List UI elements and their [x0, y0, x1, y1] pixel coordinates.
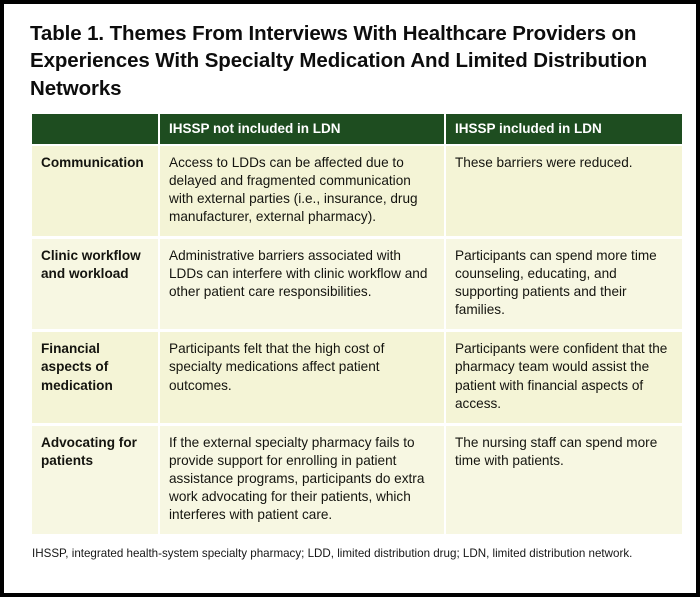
cell-not-included: If the external specialty pharmacy fails to provide support for enrolling in patient assistance programs, participants do extra work advocating for their patients, which interferes with patient care. — [160, 426, 444, 534]
cell-included: Participants were confident that the pharmacy team would assist the patient with financial aspects of access. — [446, 332, 682, 422]
cell-not-included: Administrative barriers associated with LDDs can interfere with clinic workflow and other patient care responsibilities. — [160, 239, 444, 329]
column-header-not-included: IHSSP not included in LDN — [160, 114, 444, 144]
table-row — [32, 146, 682, 236]
cell-included: Participants can spend more time counseling, educating, and supporting patients and their families. — [446, 239, 682, 329]
column-header-included: IHSSP included in LDN — [446, 114, 682, 144]
table-header — [32, 114, 682, 144]
table-row — [32, 239, 682, 329]
theme-label: Advocating for patients — [32, 426, 158, 534]
cell-not-included: Participants felt that the high cost of specialty medications affect patient outcomes. — [160, 332, 444, 422]
page-title: Table 1. Themes From Interviews With Healthcare Providers on Experiences With Specialty Medication And Limited Distribution Networks — [30, 22, 648, 100]
theme-label: Clinic workflow and workload — [32, 239, 158, 329]
figure-content — [4, 4, 696, 593]
theme-label: Financial aspects of medication — [32, 332, 158, 422]
header-row — [32, 114, 682, 144]
table-body — [32, 144, 682, 534]
cell-not-included: Access to LDDs can be affected due to delayed and fragmented communication with external parties (i.e., insurance, drug manufacturer, external pharmacy). — [160, 146, 444, 236]
column-header-theme — [32, 114, 158, 144]
table-row — [32, 426, 682, 534]
cell-included: The nursing staff can spend more time with patients. — [446, 426, 682, 534]
theme-label: Communication — [32, 146, 158, 236]
themes-table — [30, 114, 684, 534]
table-footnote: IHSSP, integrated health-system specialty pharmacy; LDD, limited distribution drug; LDN, limited distribution network. — [32, 547, 633, 561]
table-row — [32, 332, 682, 422]
cell-included: These barriers were reduced. — [446, 146, 682, 236]
